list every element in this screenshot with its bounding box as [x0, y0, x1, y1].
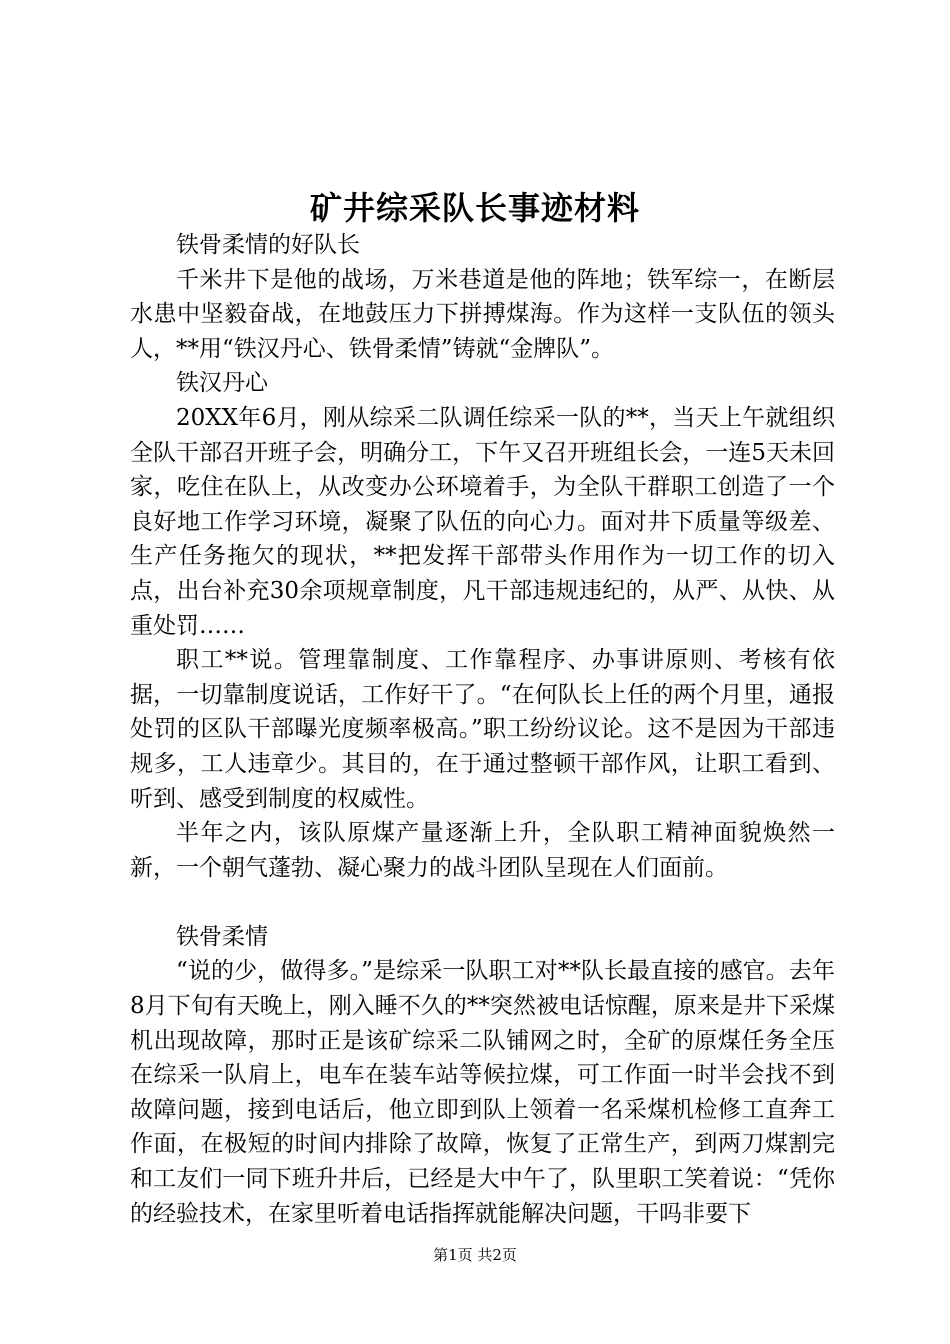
paragraph-intro: 千米井下是他的战场，万米巷道是他的阵地；铁军综一，在断层水患中坚毅奋战，在地鼓压力下拼搏煤海。作为这样一支队伍的领头人，**用“铁汉丹心、铁骨柔情”铸就“金牌队”。 — [130, 266, 835, 362]
subtitle: 铁骨柔情的好队长 — [176, 232, 360, 258]
blank-line — [130, 885, 835, 920]
paragraph-tiehan-1: 20XX年6月，刚从综采二队调任综采一队的**，当天上午就组织全队干部召开班子会，明确分工，下午又召开班组长会，一连5天未回家，吃住在队上，从改变办公环境着手，为全队干群职工创造了一个良好地工作学习环境，凝聚了队伍的向心力。面对井下质量等级差、生产任务拖欠的现状，**把发挥干部带头作用作为一切工作的切入点，出台补充30余项规章制度，凡干部违规违纪的，从严、从快、从重处罚…… — [130, 404, 835, 639]
section-heading-tiegu: 铁骨柔情 — [176, 923, 268, 950]
section-heading-tiehan: 铁汉丹心 — [176, 370, 268, 397]
paragraph-tiehan-3: 半年之内，该队原煤产量逐渐上升，全队职工精神面貌焕然一新，一个朝气蓬勃、凝心聚力的战斗团队呈现在人们面前。 — [130, 820, 835, 881]
document-title: 矿井综采队长事迹材料 — [309, 189, 640, 227]
paragraph-tiegu-1: “说的少，做得多。”是综采一队职工对**队长最直接的感官。去年8月下旬有天晚上，刚入睡不久的**突然被电话惊醒，原来是井下采煤机出现故障，那时正是该矿综采二队铺网之时，全矿的原煤任务全压在综采一队肩上，电车在装车站等候拉煤，可工作面一时半会找不到故障问题，接到电话后，他立即到队上领着一名采煤机检修工直奔工作面，在极短的时间内排除了故障，恢复了正常生产，到两刀煤割完和工友们一同下班升井后，已经是大中午了，队里职工笑着说：“凭你的经验技术，在家里听着电话指挥就能解决问题，干吗非要下 — [130, 958, 835, 1227]
page-footer: 第1页 共2页 — [433, 1246, 517, 1264]
paragraph-tiehan-2: 职工**说。管理靠制度、工作靠程序、办事讲原则、考核有依据，一切靠制度说话，工作好干了。“在何队长上任的两个月里，通报处罚的区队干部曝光度频率极高。”职工纷纷议论。这不是因为干部违规多，工人违章少。其目的，在于通过整顿干部作风，让职工看到、听到、感受到制度的权威性。 — [130, 647, 835, 812]
document-body — [130, 228, 835, 1231]
